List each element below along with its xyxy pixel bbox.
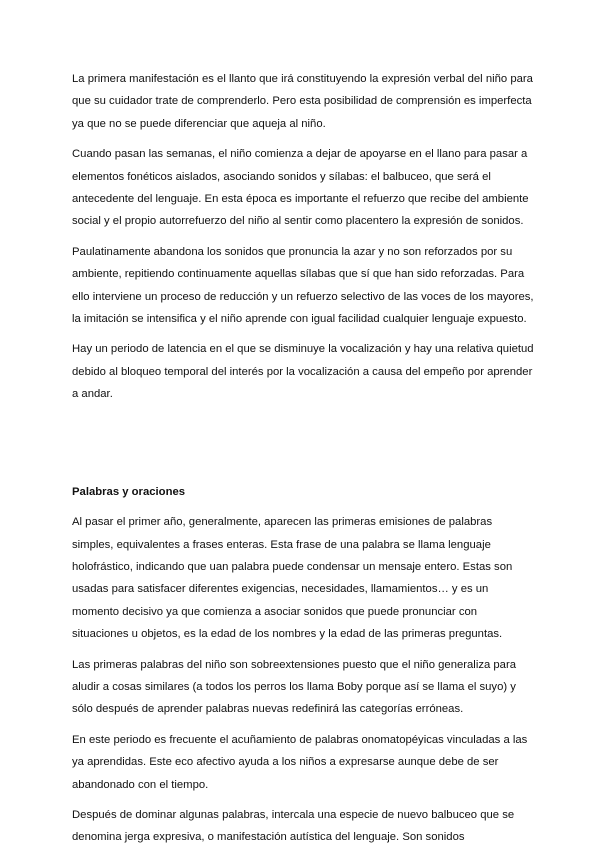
paragraph-latencia: Hay un periodo de latencia en el que se disminuye la vocalización y hay una relativa quietud debido al bloqueo temporal del interés por la vocalización a causa del empeño por aprender a andar.: [72, 343, 534, 401]
paragraph-reduccion: Paulatinamente abandona los sonidos que pronuncia la azar y no son reforzados por su ambiente, repitiendo continuamente aquellas sílabas que sí que han sido reforzadas. Para ello interviene un proceso de reducción y un refuerzo selectivo de las voces de los mayores, la imitación se intensifica y el niño aprende con igual facilidad cualquier lenguaje expuesto.: [72, 245, 534, 326]
paragraph-jerga: Después de dominar algunas palabras, intercala una especie de nuevo balbuceo que se denomina jerga expresiva, o manifestación autística del lenguaje. Son sonidos: [72, 808, 515, 844]
paragraph-onomatopeyicas: En este periodo es frecuente el acuñamiento de palabras onomatopéyicas vinculadas a las ya aprendidas. Este eco afectivo ayuda a los niños a expresarse aunque debe de ser abandonado con el tiempo.: [72, 733, 528, 791]
section-spacer: [72, 414, 534, 481]
section-heading: Palabras y oraciones: [72, 485, 186, 498]
paragraph-holofrastico: Al pasar el primer año, generalmente, aparecen las primeras emisiones de palabras simples, equivalentes a frases enteras. Esta frase de una palabra se llama lenguaje holofrástico, indicando que uan palabra puede condensar un mensaje entero. Estas son usadas para satisfacer diferentes exigencias, necesidades, llamamientos… y es un momento decisivo ya que comienza a asociar sonidos que puede pronunciar con situaciones u objetos, es la edad de los nombres y la edad de las primeras preguntas.: [72, 516, 513, 641]
document-body: [72, 68, 534, 857]
paragraph-llanto: La primera manifestación es el llanto que irá constituyendo la expresión verbal del niño para que su cuidador trate de comprenderlo. Pero esta posibilidad de comprensión es imperfecta ya que no se puede diferenciar que aqueja al niño.: [72, 73, 533, 130]
paragraph-balbuceo: Cuando pasan las semanas, el niño comienza a dejar de apoyarse en el llano para pasar a elementos fonéticos aislados, asociando sonidos y sílabas: el balbuceo, que será el antecedente del lenguaje. En esta época es importante el refuerzo que recibe del ambiente social y el propio autorrefuerzo del niño al sentir como placentero la expresión de sonidos.: [72, 148, 529, 228]
paragraph-sobreextensiones: Las primeras palabras del niño son sobreextensiones puesto que el niño generaliza para aludir a cosas similares (a todos los perros los llama Boby porque así se llama el suyo) y sólo después de aprender palabras nuevas redefinirá las categorías erróneas.: [72, 658, 517, 716]
